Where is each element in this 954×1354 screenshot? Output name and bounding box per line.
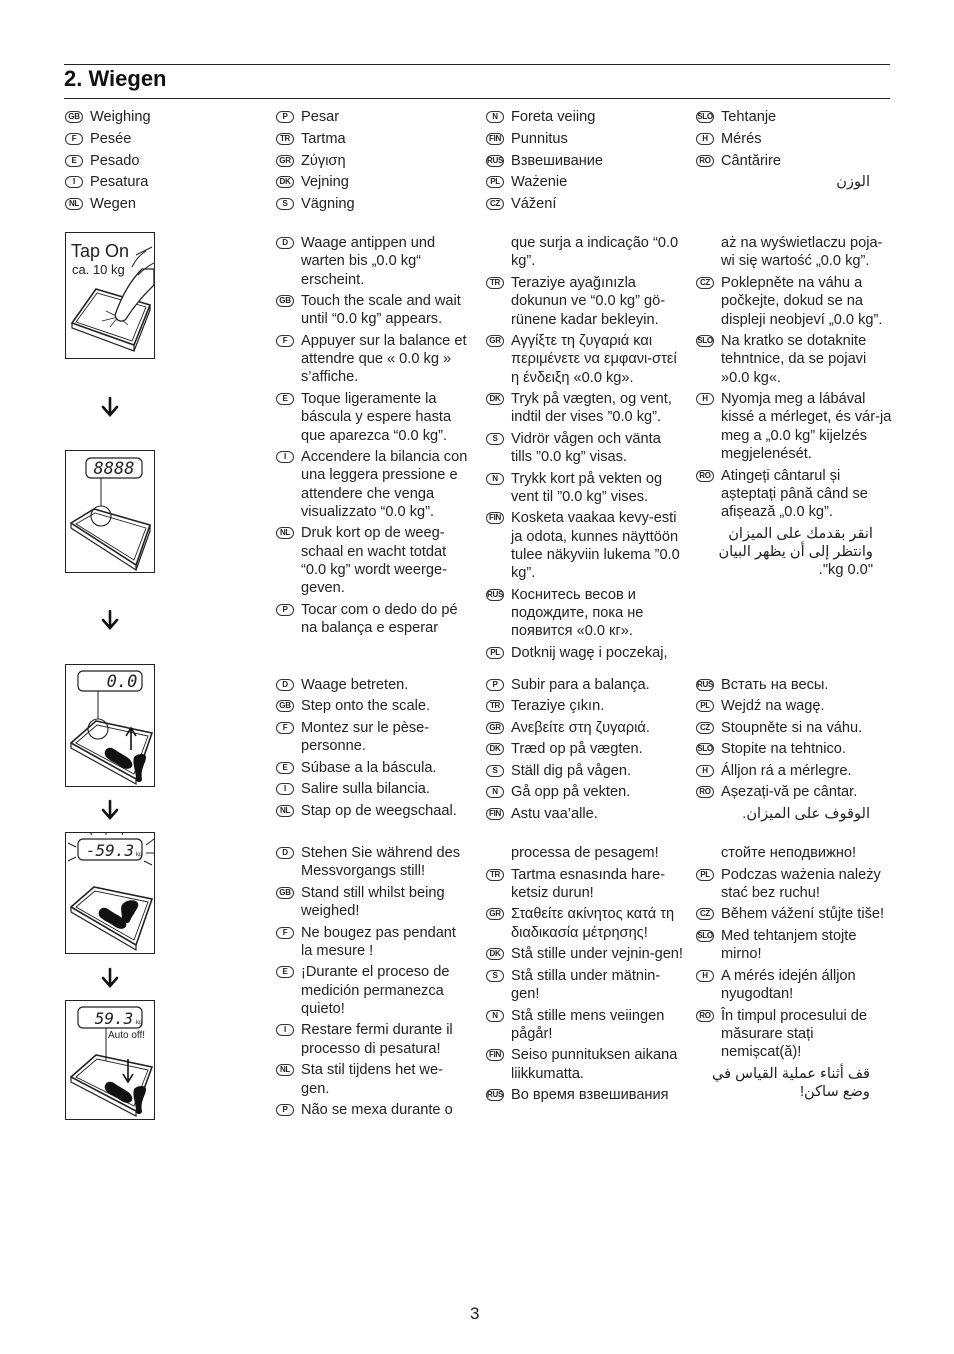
text-slo — [695, 927, 890, 964]
text-rus — [485, 1086, 685, 1104]
instruction-text: Pesar — [301, 109, 340, 125]
display-readout-zero: 0.0 — [106, 672, 138, 692]
instruction-text: Álljon rá a mérlegre. — [721, 762, 852, 779]
language-badge-n: N — [486, 473, 504, 485]
language-badge-dk: DK — [276, 176, 294, 188]
instruction-text: Atingeți cântarul și așteptați până când se afișează „0.0 kg”. — [721, 467, 868, 521]
text-i — [275, 1021, 470, 1058]
language-badge-slo: SLO — [697, 112, 713, 121]
text-n — [485, 783, 685, 801]
text-gb — [275, 884, 470, 921]
step2-column-2 — [485, 676, 685, 826]
text-h — [695, 967, 890, 1004]
language-badge-d: D — [276, 237, 294, 249]
arrow-down-icon — [100, 396, 120, 418]
instruction-text: Σταθείτε ακίνητος κατά τη διαδικασία μέτρησης! — [511, 906, 675, 941]
text-dk — [485, 390, 685, 427]
text-h — [695, 390, 893, 463]
language-badge-dk: DK — [486, 743, 504, 755]
instruction-text: Stap op de weegschaal. — [301, 802, 457, 819]
text-i — [275, 448, 470, 521]
instruction-text: Коснитесь весов и подождите, пока не появится «0.0 кг». — [511, 586, 644, 640]
language-badge-d: D — [276, 847, 294, 859]
language-badge-tr: TR — [486, 277, 504, 289]
language-badge-e: E — [65, 155, 83, 167]
language-badge-e: E — [276, 762, 294, 774]
instruction-text: Tehtanje — [721, 109, 777, 125]
instruction-text: الوزن — [836, 174, 870, 191]
text-slo — [695, 740, 890, 758]
instruction-text: Ζύγιση — [301, 152, 346, 169]
instruction-text: Súbase a la báscula. — [301, 759, 437, 776]
step3-column-1 — [275, 844, 470, 1122]
instruction-text: Ανεβείτε στη ζυγαριά. — [511, 719, 650, 736]
text-cz — [695, 274, 893, 329]
language-badge-slo: SLO — [697, 930, 713, 940]
arrow-down-icon — [100, 609, 120, 631]
text-s — [485, 430, 685, 467]
instruction-text: Встать на весы. — [721, 677, 829, 693]
instruction-text: Stopite na tehtnico. — [721, 741, 846, 758]
language-badge-nl: NL — [65, 198, 83, 210]
language-badge-h: H — [696, 765, 714, 777]
instruction-text: Na kratko se dotaknite tehntnice, da se pojavi »0.0 kg«. — [721, 333, 867, 386]
instruction-text: Vidrör vågen och vänta tills ”0.0 kg” visas. — [511, 430, 661, 466]
language-badge-cz: CZ — [696, 277, 714, 289]
instruction-text: Взвешивание — [511, 152, 604, 169]
text-p — [485, 676, 685, 694]
instruction-text: Punnitus — [511, 130, 568, 147]
instruction-text: Accendere la bilancia con una leggera pressione e attendere che venga visualizzato “0.0 kg”. — [301, 449, 468, 520]
text-d — [275, 234, 470, 289]
language-badge-fin: FIN — [486, 808, 504, 820]
language-badge-pl: PL — [486, 176, 504, 188]
text-nl — [64, 195, 264, 213]
language-badge-slo: SLO — [697, 336, 713, 346]
text-s — [485, 967, 685, 1004]
language-badge-gb: GB — [276, 295, 294, 307]
step2-column-1 — [275, 676, 470, 823]
language-badge-n: N — [486, 111, 504, 123]
tap-on-weight: ca. 10 kg — [72, 262, 125, 277]
text-e — [64, 152, 264, 170]
language-badge-rus: RUS — [487, 1090, 503, 1100]
instruction-text: Sta stil tijdens het we-gen. — [301, 1062, 443, 1097]
text-dk — [485, 740, 685, 758]
instruction-text: Podczas ważenia należy stać bez ruchu! — [721, 866, 881, 901]
instruction-text: Ważenie — [511, 174, 568, 191]
instruction-text: Tartma — [301, 130, 346, 147]
language-badge-tr: TR — [486, 869, 504, 881]
language-badge-gr: GR — [486, 908, 504, 920]
text-ro — [695, 152, 890, 170]
display-unit: kg — [136, 852, 143, 858]
language-badge-gb: GB — [276, 700, 294, 712]
instruction-text: Pesado — [90, 152, 140, 169]
language-badge-nl: NL — [276, 805, 294, 817]
text-slo — [695, 108, 890, 126]
instruction-text: Teraziye çıkın. — [511, 698, 605, 715]
text-h — [695, 762, 890, 780]
text-dk — [485, 945, 685, 963]
instruction-text: Stå stilla under mätnin-gen! — [511, 967, 661, 1003]
display-readout-measuring: -59.3 — [85, 841, 135, 860]
step1-column-3 — [695, 234, 893, 583]
language-badge-h: H — [696, 393, 714, 405]
text-n — [485, 1007, 685, 1044]
language-badge-ro: RO — [696, 1010, 714, 1022]
instruction-text: Tryk på vægten, og vent, indtil der vises ”0.0 kg”. — [511, 391, 672, 426]
text-ro — [695, 467, 893, 522]
text-i — [275, 780, 470, 798]
text-fin — [485, 509, 685, 582]
text-n — [485, 108, 685, 126]
language-badge-p: P — [276, 1104, 294, 1116]
instruction-text: Nyomja meg a lábával kissé a mérleget, és vár-ja meg a „0.0 kg” kijelzés megjelenését. — [721, 391, 892, 463]
text-n — [485, 470, 685, 507]
instruction-text: Ne bougez pas pendant la mesure ! — [301, 924, 456, 959]
arrow-down-icon — [100, 967, 120, 989]
terms-column-1 — [64, 108, 264, 217]
language-badge-rus: RUS — [487, 155, 503, 165]
page-title: 2. Wiegen — [64, 66, 167, 91]
language-badge-dk: DK — [486, 948, 504, 960]
language-badge-ro: RO — [696, 155, 714, 167]
instruction-text: que surja a indicação “0.0 kg”. — [511, 235, 679, 270]
instruction-text: Stoupněte si na váhu. — [721, 719, 863, 736]
language-badge-p: P — [276, 604, 294, 616]
tap-on-label: Tap On — [71, 241, 130, 261]
instruction-text: Gå opp på vekten. — [511, 784, 631, 801]
instruction-text: قف أثناء عملية القياس في وضع ساكن! — [711, 1065, 870, 1100]
language-badge-cz: CZ — [486, 198, 504, 210]
text-cz — [695, 719, 890, 737]
instruction-text: Astu vaa’alle. — [511, 805, 598, 822]
instruction-text: Træd op på vægten. — [511, 741, 643, 758]
language-badge-i: I — [276, 451, 294, 463]
text-nl — [275, 524, 470, 597]
text-continuation — [695, 805, 890, 823]
language-badge-h: H — [696, 133, 714, 145]
language-badge-fin: FIN — [486, 133, 504, 145]
language-badge-gr: GR — [276, 155, 294, 167]
stand-still-illustration — [65, 832, 155, 954]
instruction-text: Dotknij wagę i poczekaj, — [511, 644, 668, 661]
instruction-text: Tocar com o dedo do pé na balança e esperar — [301, 601, 458, 637]
text-continuation — [695, 234, 893, 271]
language-badge-e: E — [276, 966, 294, 978]
language-badge-n: N — [486, 786, 504, 798]
language-badge-i: I — [276, 783, 294, 795]
text-gr — [275, 152, 475, 170]
instruction-text: الوقوف على الميزان. — [742, 805, 870, 822]
text-i — [64, 173, 264, 191]
instruction-text: Wegen — [90, 196, 136, 213]
display-readout-8888: 8888 — [93, 459, 135, 479]
text-e — [275, 390, 470, 445]
language-badge-dk: DK — [486, 393, 504, 405]
language-badge-s: S — [486, 970, 504, 982]
instruction-text: Waage betreten. — [301, 677, 409, 693]
instruction-text: Seiso punnituksen aikana liikkumatta. — [511, 1047, 678, 1082]
text-dk — [275, 173, 475, 191]
instruction-text: Trykk kort på vekten og vent til ”0.0 kg” vises. — [511, 470, 663, 505]
text-continuation — [695, 525, 893, 580]
language-badge-pl: PL — [486, 647, 504, 659]
text-cz — [485, 195, 685, 213]
instruction-text: Stå stille under vejnin-gen! — [511, 946, 683, 963]
text-continuation — [695, 173, 890, 191]
instruction-text: Teraziye ayağınızla dokunun ve “0.0 kg” gö-rünene kadar bekleyin. — [511, 274, 666, 328]
instruction-text: Αγγίξτε τη ζυγαριά και περιμένετε να εμφανι-στεί η ένδειξη «0.0 kg». — [511, 333, 677, 386]
instruction-text: Během vážení stůjte tiše! — [721, 906, 885, 923]
language-badge-p: P — [276, 111, 294, 123]
instruction-text: Ställ dig på vågen. — [511, 762, 632, 779]
instruction-text: Foreta veiing — [511, 109, 596, 125]
text-d — [275, 844, 470, 881]
language-badge-fin: FIN — [486, 1049, 504, 1061]
language-badge-slo: SLO — [697, 744, 713, 754]
language-badge-f: F — [65, 133, 83, 145]
text-f — [275, 332, 470, 387]
step1-column-1 — [275, 234, 470, 641]
language-badge-gr: GR — [486, 335, 504, 347]
instruction-text: Cântărire — [721, 152, 782, 169]
step3-column-2 — [485, 844, 685, 1108]
language-badge-p: P — [486, 679, 504, 691]
language-badge-fin: FIN — [486, 512, 504, 524]
instruction-text: Stand still whilst being weighed! — [301, 884, 445, 920]
step2-column-3 — [695, 676, 890, 827]
instruction-text: стойте неподвижно! — [721, 845, 857, 861]
language-badge-tr: TR — [486, 700, 504, 712]
instruction-text: Vážení — [511, 196, 557, 213]
text-rus — [485, 152, 685, 170]
step3-column-3 — [695, 844, 890, 1105]
scale-initializing-illustration — [65, 450, 155, 573]
instruction-text: În timpul procesului de măsurare stați nemișcat(ă)! — [721, 1007, 868, 1061]
instruction-text: Toque ligeramente la báscula y espere hasta que aparezca “0.0 kg”. — [301, 390, 452, 444]
language-badge-gb: GB — [65, 111, 83, 123]
language-badge-f: F — [276, 927, 294, 939]
text-h — [695, 130, 890, 148]
language-badge-gr: GR — [486, 722, 504, 734]
instruction-text: Salire sulla bilancia. — [301, 781, 430, 798]
text-p — [275, 108, 475, 126]
text-gb — [275, 697, 470, 715]
auto-off-label: Auto off! — [108, 1030, 146, 1041]
instruction-text: Restare fermi durante il processo di pesatura! — [301, 1022, 453, 1057]
tap-on-illustration — [65, 232, 155, 359]
text-nl — [275, 802, 470, 820]
text-continuation — [485, 234, 685, 271]
page-number: 3 — [470, 1304, 480, 1323]
instruction-text: Não se mexa durante o — [301, 1101, 453, 1118]
language-badge-ro: RO — [696, 786, 714, 798]
language-badge-n: N — [486, 1010, 504, 1022]
text-cz — [695, 905, 890, 923]
text-pl — [485, 173, 685, 191]
terms-column-2 — [275, 108, 475, 217]
instruction-text: processa de pesagem! — [511, 845, 659, 861]
terms-column-3 — [485, 108, 685, 217]
text-continuation — [695, 844, 890, 862]
text-pl — [695, 866, 890, 903]
display-readout-final: 59.3 — [94, 1009, 134, 1028]
text-f — [275, 924, 470, 961]
text-rus — [485, 586, 685, 641]
text-f — [275, 719, 470, 756]
text-continuation — [695, 1065, 890, 1102]
text-nl — [275, 1061, 470, 1098]
title-rule — [64, 98, 890, 99]
text-gr — [485, 905, 685, 942]
instruction-text: Tartma esnasında hare-ketsiz durun! — [511, 866, 666, 901]
instruction-text: Subir para a balança. — [511, 677, 650, 693]
text-fin — [485, 1046, 685, 1083]
text-d — [275, 676, 470, 694]
weight-result-auto-off-illustration — [65, 1000, 155, 1120]
text-gr — [485, 332, 685, 387]
language-badge-s: S — [486, 433, 504, 445]
language-badge-cz: CZ — [696, 908, 714, 920]
instruction-text: Med tehtanjem stojte mirno! — [721, 927, 857, 963]
text-fin — [485, 130, 685, 148]
language-badge-nl: NL — [276, 527, 294, 539]
instruction-text: Vägning — [301, 196, 355, 213]
language-badge-tr: TR — [276, 133, 294, 145]
text-f — [64, 130, 264, 148]
language-badge-rus: RUS — [697, 680, 713, 689]
instruction-text: Wejdź na wagę. — [721, 698, 825, 715]
step1-column-2 — [485, 234, 685, 665]
instruction-text: Stehen Sie während des Messvorgangs still! — [301, 845, 461, 880]
language-badge-f: F — [276, 722, 294, 734]
instruction-text: Așezați-vă pe cântar. — [721, 784, 858, 801]
instruction-text: Pesée — [90, 130, 132, 147]
language-badge-h: H — [696, 970, 714, 982]
instruction-text: Appuyer sur la balance et attendre que « 0.0 kg » s’affiche. — [301, 332, 467, 386]
instruction-text: Poklepněte na váhu a počkejte, dokud se na displeji neobjeví „0.0 kg”. — [721, 274, 883, 328]
text-tr — [275, 130, 475, 148]
arrow-down-icon — [100, 799, 120, 821]
instruction-text: Во время взвешивания — [511, 1087, 669, 1104]
language-badge-s: S — [276, 198, 294, 210]
text-gb — [275, 292, 470, 329]
language-badge-d: D — [276, 679, 294, 691]
text-ro — [695, 1007, 890, 1062]
language-badge-pl: PL — [696, 869, 714, 881]
instruction-text: Mérés — [721, 130, 762, 147]
language-badge-e: E — [276, 393, 294, 405]
instruction-text: Step onto the scale. — [301, 698, 430, 715]
display-unit: kg — [136, 1020, 143, 1026]
instruction-text: Montez sur le pèse-personne. — [301, 719, 430, 755]
language-badge-i: I — [65, 176, 83, 188]
instruction-text: انقر بقدمك على الميزان وانتظر إلى أن يظهر البيان "0.0 kg". — [718, 525, 873, 579]
instruction-text: Pesatura — [90, 174, 149, 191]
text-fin — [485, 805, 685, 823]
step-onto-scale-illustration — [65, 664, 155, 787]
text-pl — [485, 644, 685, 662]
text-e — [275, 963, 470, 1018]
instruction-text: Touch the scale and wait until “0.0 kg” appears. — [301, 293, 461, 328]
language-badge-rus: RUS — [487, 589, 503, 599]
language-badge-cz: CZ — [696, 722, 714, 734]
text-s — [275, 195, 475, 213]
instruction-text: Waage antippen und warten bis „0.0 kg“ erscheint. — [301, 235, 436, 288]
instruction-text: Stå stille mens veiingen pågår! — [511, 1007, 665, 1042]
language-badge-nl: NL — [276, 1064, 294, 1076]
text-tr — [485, 274, 685, 329]
text-e — [275, 759, 470, 777]
instruction-text: Druk kort op de weeg-schaal en wacht totdat “0.0 kg” wordt weerge-geven. — [301, 525, 447, 597]
text-continuation — [485, 844, 685, 862]
text-s — [485, 762, 685, 780]
top-rule — [64, 64, 890, 65]
terms-column-4 — [695, 108, 890, 195]
text-ro — [695, 783, 890, 801]
language-badge-s: S — [486, 765, 504, 777]
instruction-text: Kosketa vaakaa kevy-esti ja odota, kunnes näyttöön tulee näkyviin lukema ”0.0 kg”. — [511, 510, 680, 582]
instruction-text: ¡Durante el proceso de medición permanezca quieto! — [301, 964, 450, 1017]
language-badge-f: F — [276, 335, 294, 347]
language-badge-ro: RO — [696, 470, 714, 482]
text-gr — [485, 719, 685, 737]
text-slo — [695, 332, 893, 387]
language-badge-i: I — [276, 1024, 294, 1036]
text-tr — [485, 866, 685, 903]
language-badge-gb: GB — [276, 887, 294, 899]
text-p — [275, 1101, 470, 1119]
language-badge-pl: PL — [696, 700, 714, 712]
text-p — [275, 601, 470, 638]
instruction-text: aż na wyświetlaczu poja-wi się wartość „0.0 kg”. — [721, 235, 883, 270]
instruction-text: Vejning — [301, 174, 349, 191]
instruction-text: A mérés idején álljon nyugodtan! — [721, 967, 856, 1003]
text-tr — [485, 697, 685, 715]
text-gb — [64, 108, 264, 126]
text-pl — [695, 697, 890, 715]
instruction-text: Weighing — [90, 109, 151, 125]
text-rus — [695, 676, 890, 694]
